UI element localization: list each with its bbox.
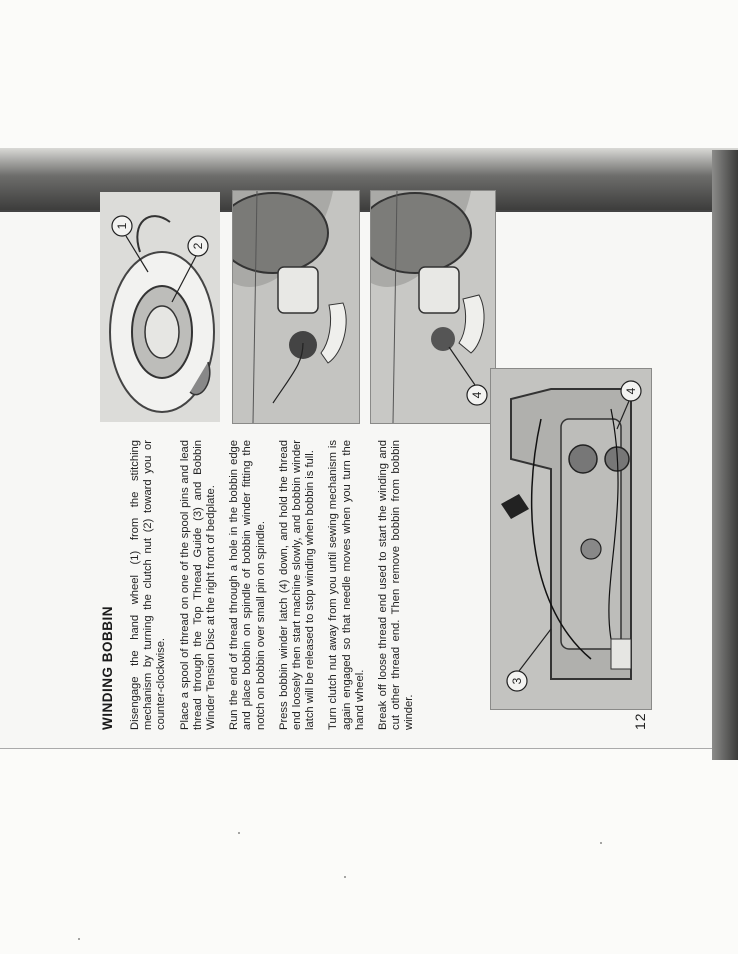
callout-4-label: 4 (624, 387, 638, 395)
hand-wheel-illustration (100, 192, 220, 422)
figure-hand-wheel (100, 192, 220, 422)
scan-speck (78, 938, 80, 940)
page-title: WINDING BOBBIN (100, 606, 115, 730)
paragraph-4: Press bobbin winder latch (4) down, and hold the thread end loosely then start machine slowly, and bobbin winder latch will be released to stop winding when bobbin is full. (277, 440, 317, 730)
paragraph-3: Run the end of thread through a hole in the bobbin edge and place bobbin on spindle of bobbin winder fitting the notch on bobbin over small pin on spindle. (228, 440, 267, 730)
paragraph-6: Break off loose thread end used to start the winding and cut other thread end. Then remove bobbin from bobbin winder. (377, 440, 416, 730)
callout-1-label: 1 (115, 222, 129, 230)
page-edge-shadow (712, 150, 738, 760)
scan-speck (344, 876, 346, 878)
instruction-column (100, 440, 427, 730)
bobbin-winder-illustration (233, 191, 359, 423)
callout-4-label: 4 (470, 391, 484, 399)
figure-machine-threading (490, 368, 652, 710)
paragraph-1: Disengage the hand wheel (1) from the stitching mechanism by turning the clutch nut (2) toward you or counter-clockwise. (129, 440, 168, 730)
paragraph-2: Place a spool of thread on one of the spool pins and lead thread through the Top Thread Guide (3) and Bobbin Winder Tension Disc at the right front of bedplate. (178, 440, 218, 730)
scan-speck (600, 842, 602, 844)
callout-2-label: 2 (191, 242, 205, 250)
machine-illustration (491, 369, 651, 709)
figure-bobbin-winder-thread (232, 190, 360, 424)
page-number: 12 (632, 712, 648, 730)
bobbin-latch-illustration (371, 191, 495, 423)
figure-bobbin-winder-latch (370, 190, 496, 424)
scan-speck (238, 832, 240, 834)
paragraph-5: Turn clutch nut away from you until sewing mechanism is again engaged so that needle moves when you turn the hand wheel. (327, 440, 366, 730)
callout-3-label: 3 (510, 677, 524, 685)
rotated-content (100, 210, 660, 730)
